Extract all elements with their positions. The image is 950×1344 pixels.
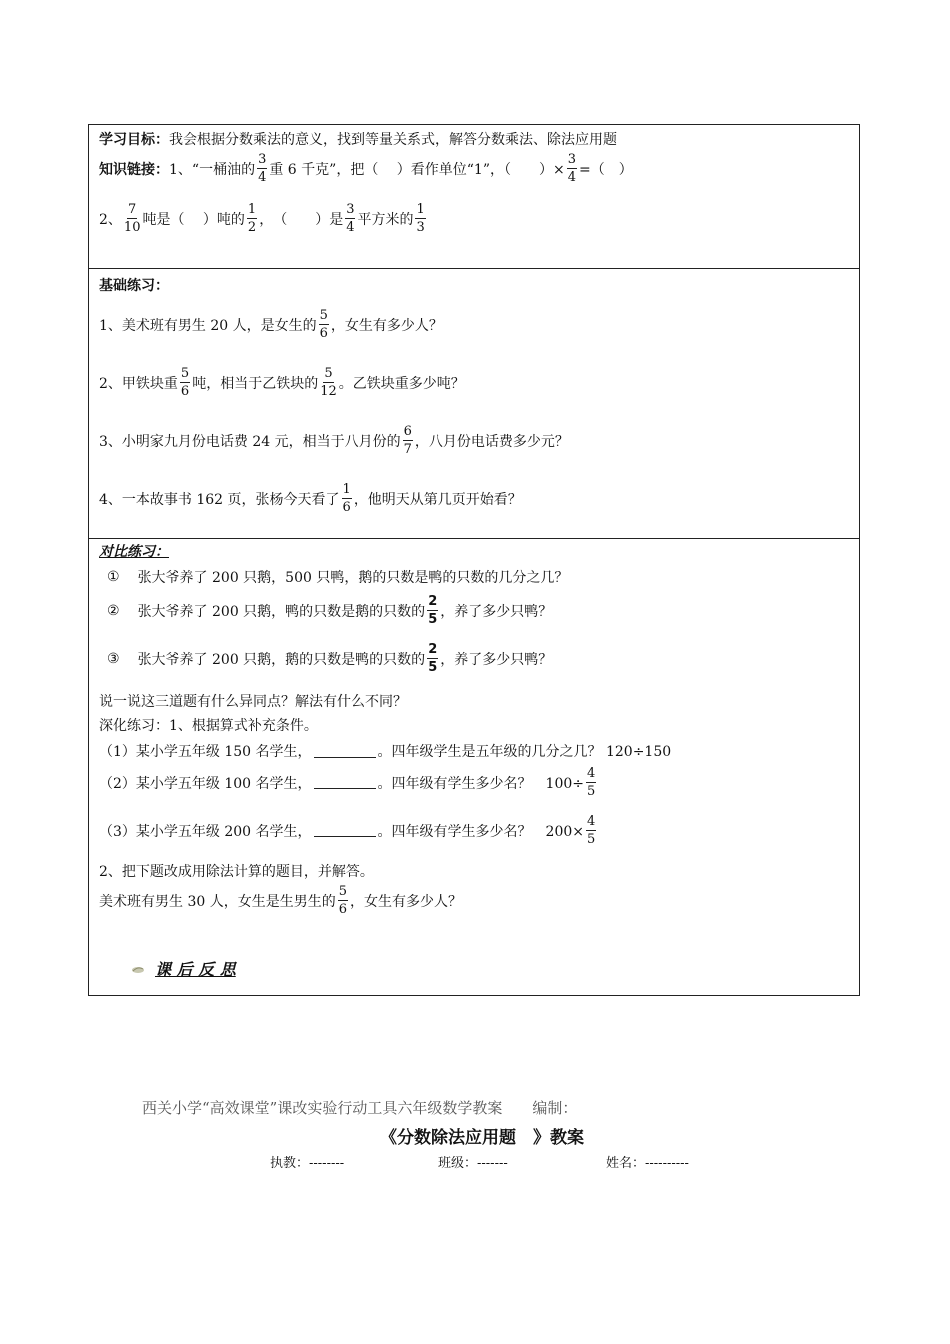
practice-text: 。乙铁块重多少吨？ bbox=[338, 375, 465, 392]
knowledge-link-text: 重 6 千克”，把（ ）看作单位“1”，（ ）× bbox=[269, 161, 565, 178]
fraction bbox=[247, 203, 257, 234]
fraction-denominator: 4 bbox=[567, 170, 577, 185]
fraction-denominator: 3 bbox=[416, 220, 425, 235]
fraction-numerator: 6 bbox=[403, 424, 412, 439]
objective-line bbox=[99, 129, 617, 149]
fraction-numerator: 3 bbox=[346, 202, 355, 217]
fraction-numerator: 4 bbox=[586, 766, 596, 781]
practice-text: 吨，相当于乙铁块的 bbox=[192, 375, 319, 392]
comparison-item-2 bbox=[107, 595, 552, 626]
fraction-denominator: 6 bbox=[319, 326, 328, 341]
fraction bbox=[427, 643, 438, 674]
fill-blank bbox=[314, 776, 376, 789]
rewrite-task: 2、把下题改成用除法计算的题目，并解答。 bbox=[99, 864, 374, 880]
circled-number: ① bbox=[107, 569, 120, 585]
knowledge-link-line bbox=[99, 153, 633, 184]
practice-text: 1、美术班有男生 20 人，是女生的 bbox=[99, 317, 317, 334]
comparison-item-1 bbox=[107, 567, 568, 587]
fraction bbox=[320, 367, 337, 398]
school-line: 西关小学“高效课堂”课改实验行动工具六年级数学教案 编制： bbox=[142, 1099, 578, 1117]
basic-practice-title: 基础练习： bbox=[99, 278, 169, 294]
reflection-label: 课 后 反 思 bbox=[155, 960, 236, 979]
objective-section bbox=[88, 124, 860, 268]
lesson-title: 《分数除法应用题 》教案 bbox=[380, 1128, 584, 1148]
deepening-text: （2）某小学五年级 100 名学生， bbox=[99, 775, 312, 792]
practice-item-2 bbox=[99, 367, 465, 398]
practice-text: ，女生有多少人？ bbox=[330, 317, 443, 334]
comparison-text: 张大爷养了 200 只鹅，鹅的只数是鸭的只数的 bbox=[137, 651, 426, 668]
fraction-denominator: 2 bbox=[247, 220, 257, 235]
fraction bbox=[586, 815, 596, 846]
fraction-denominator: 12 bbox=[320, 384, 337, 399]
fraction-denominator: 4 bbox=[346, 220, 355, 235]
fraction-denominator: 6 bbox=[338, 902, 347, 917]
fraction-denominator: 5 bbox=[428, 612, 438, 627]
rewrite-problem bbox=[99, 885, 462, 916]
fraction-numerator: 2 bbox=[428, 594, 438, 609]
fraction bbox=[586, 767, 596, 798]
fraction-denominator: 6 bbox=[180, 384, 190, 399]
knowledge-link-label: 知识链接： bbox=[99, 161, 169, 178]
practice-item-1 bbox=[99, 309, 443, 340]
fraction-numerator: 5 bbox=[319, 308, 328, 323]
fraction-denominator: 10 bbox=[123, 220, 141, 235]
deepening-text: 。四年级有学生多少名？ 100÷ bbox=[377, 775, 584, 792]
practice-text: ，八月份电话费多少元？ bbox=[414, 433, 569, 450]
fraction bbox=[415, 203, 425, 234]
leaf-icon bbox=[131, 964, 145, 974]
fraction-numerator: 5 bbox=[324, 366, 333, 381]
fraction-numerator: 3 bbox=[258, 152, 267, 167]
fraction-numerator: 5 bbox=[180, 366, 190, 381]
fraction bbox=[257, 153, 267, 184]
fraction-numerator: 4 bbox=[586, 814, 596, 829]
basic-practice-section bbox=[88, 268, 860, 538]
knowledge-link-text: 1、“一桶油的 bbox=[169, 161, 256, 178]
fraction-numerator: 5 bbox=[338, 884, 347, 899]
practice-text: 2、甲铁块重 bbox=[99, 375, 178, 392]
fraction bbox=[342, 483, 352, 514]
practice-item-3 bbox=[99, 425, 569, 456]
deepening-item-2 bbox=[99, 767, 598, 798]
fill-blank bbox=[314, 745, 376, 758]
knowledge-q2-line bbox=[99, 203, 428, 234]
objective-label: 学习目标： bbox=[99, 132, 169, 148]
reflection-heading bbox=[131, 957, 240, 980]
fraction bbox=[567, 153, 577, 184]
comparison-text: 张大爷养了 200 只鹅，鸭的只数是鹅的只数的 bbox=[137, 603, 426, 620]
practice-text: ，他明天从第几页开始看？ bbox=[353, 491, 522, 508]
deepening-item-3 bbox=[99, 815, 598, 846]
knowledge-link-text: =（ ） bbox=[579, 161, 633, 178]
deepening-text: 。四年级有学生多少名？ 200× bbox=[377, 823, 584, 840]
q2-text: ， （ ）是 bbox=[259, 211, 344, 228]
class-field: 班级：------- bbox=[438, 1156, 508, 1171]
fraction-numerator: 1 bbox=[247, 202, 257, 217]
deepening-practice-heading: 深化练习：1、根据算式补充条件。 bbox=[99, 718, 318, 734]
fraction-numerator: 1 bbox=[416, 202, 425, 217]
fill-blank bbox=[314, 824, 376, 837]
fraction bbox=[427, 595, 438, 626]
q2-text: 平方米的 bbox=[357, 211, 414, 228]
problem-text: 美术班有男生 30 人，女生是生男生的 bbox=[99, 893, 336, 910]
q2-text: 2、 bbox=[99, 211, 122, 228]
fraction-denominator: 6 bbox=[342, 500, 351, 515]
deepening-text: （1）某小学五年级 150 名学生， bbox=[99, 744, 312, 760]
comparison-practice-title: 对比练习： bbox=[99, 544, 169, 560]
comparison-practice-section bbox=[88, 538, 860, 996]
fraction-numerator: 1 bbox=[342, 482, 351, 497]
fraction bbox=[403, 425, 413, 456]
comparison-text: ，养了多少只鸭？ bbox=[440, 603, 553, 620]
objective-text: 我会根据分数乘法的意义，找到等量关系式，解答分数乘法、除法应用题 bbox=[169, 132, 617, 148]
deepening-text: 。四年级学生是五年级的几分之几？ 120÷150 bbox=[377, 744, 672, 760]
fraction-numerator: 3 bbox=[567, 152, 577, 167]
fraction-denominator: 7 bbox=[403, 442, 412, 457]
fraction-denominator: 5 bbox=[586, 784, 596, 799]
fraction bbox=[180, 367, 190, 398]
deepening-item-1 bbox=[99, 741, 671, 761]
fraction bbox=[338, 885, 348, 916]
fraction bbox=[345, 203, 355, 234]
teacher-field: 执教：-------- bbox=[270, 1156, 345, 1171]
practice-item-4 bbox=[99, 483, 522, 514]
comparison-text: 张大爷养了 200 只鹅，500 只鸭，鹅的只数是鸭的只数的几分之几？ bbox=[137, 570, 569, 586]
fraction-numerator: 2 bbox=[428, 642, 438, 657]
discussion-question: 说一说这三道题有什么异同点？解法有什么不同？ bbox=[99, 694, 407, 710]
practice-text: 4、一本故事书 162 页，张杨今天看了 bbox=[99, 491, 340, 508]
circled-number: ② bbox=[107, 602, 120, 619]
circled-number: ③ bbox=[107, 650, 120, 667]
q2-text: 吨是（ ）吨的 bbox=[142, 211, 245, 228]
problem-text: ，女生有多少人？ bbox=[350, 893, 462, 910]
fraction-denominator: 4 bbox=[258, 170, 267, 185]
deepening-text: （3）某小学五年级 200 名学生， bbox=[99, 823, 312, 840]
fraction bbox=[319, 309, 329, 340]
fraction-denominator: 5 bbox=[428, 660, 438, 675]
comparison-text: ，养了多少只鸭？ bbox=[440, 651, 553, 668]
practice-text: 3、小明家九月份电话费 24 元，相当于八月份的 bbox=[99, 433, 401, 450]
comparison-item-3 bbox=[107, 643, 552, 674]
fraction-denominator: 5 bbox=[586, 832, 596, 847]
student-name-field: 姓名：---------- bbox=[606, 1156, 689, 1171]
fraction bbox=[124, 203, 141, 234]
fraction-numerator: 7 bbox=[128, 202, 137, 217]
